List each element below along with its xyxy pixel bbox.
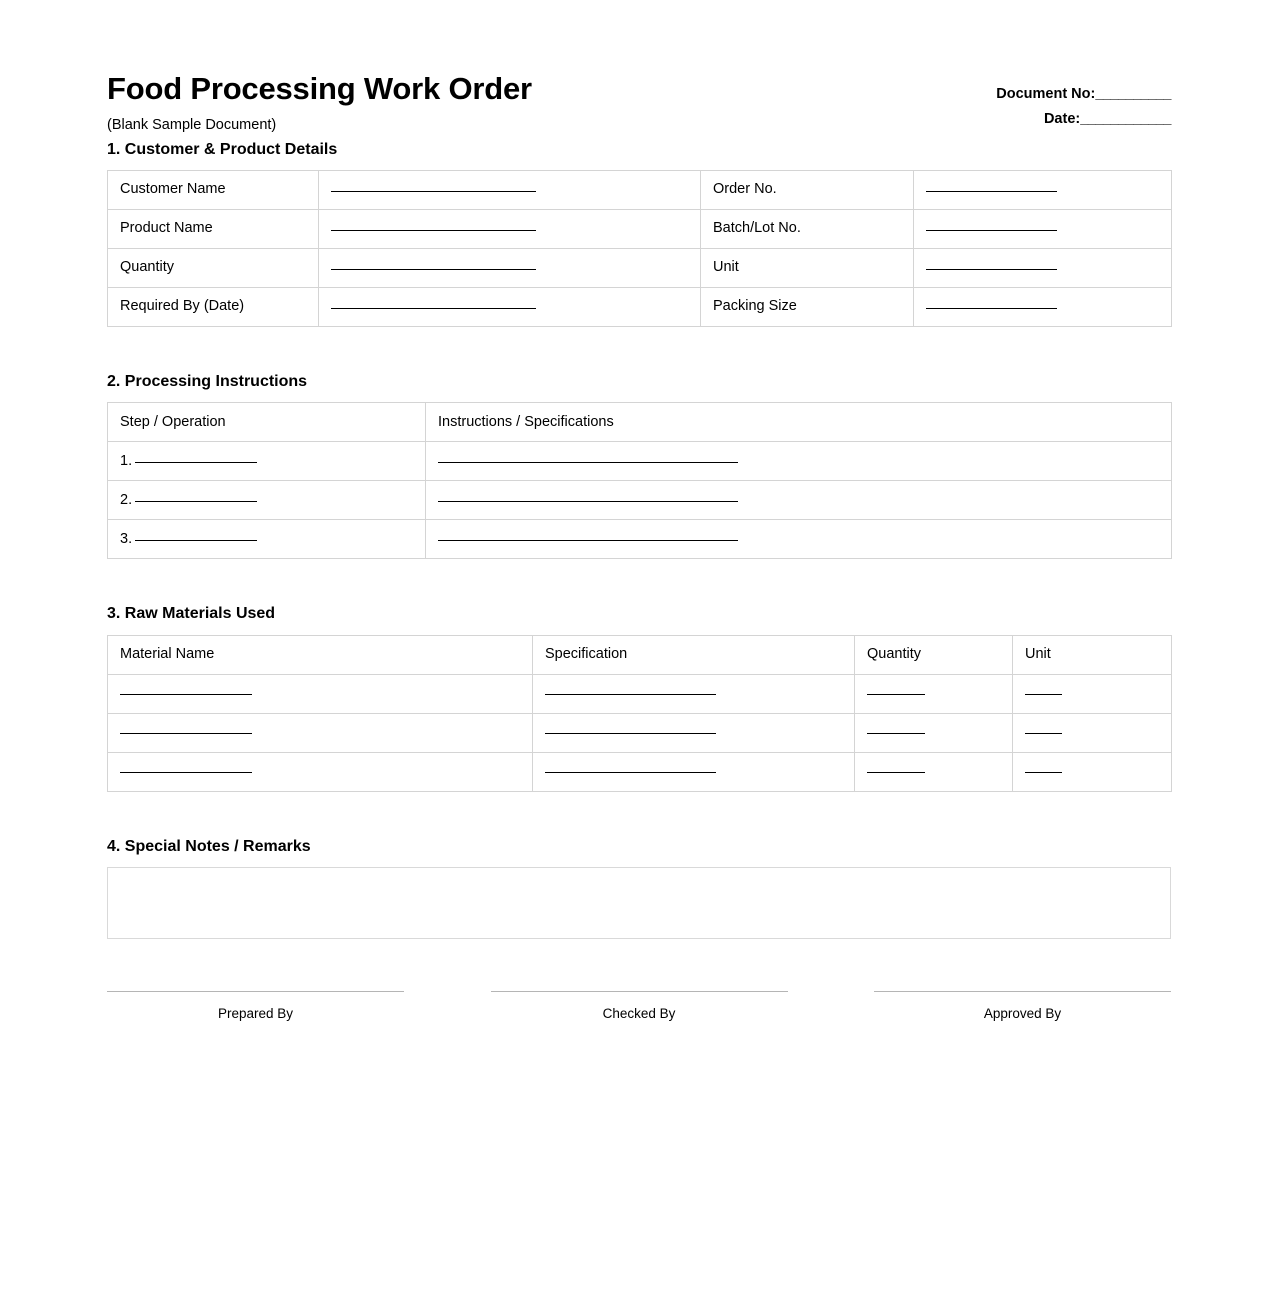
blank-line <box>926 179 1057 192</box>
step-number: 1. <box>120 453 133 470</box>
field-input-specification-2[interactable] <box>533 713 855 752</box>
special-notes-textarea[interactable] <box>107 867 1171 939</box>
blank-line <box>120 682 252 695</box>
field-input-unit[interactable] <box>914 249 1172 288</box>
blank-line <box>1025 760 1062 773</box>
field-input-material-name-1[interactable] <box>108 674 533 713</box>
processing-instructions-table <box>107 402 1172 559</box>
field-input-order-no[interactable] <box>914 171 1172 210</box>
field-label-quantity: Quantity <box>108 249 319 288</box>
document-meta <box>996 82 1171 132</box>
blank-line <box>926 257 1057 270</box>
blank-line <box>438 489 738 502</box>
column-header-instructions-specifications: Instructions / Specifications <box>426 403 1172 442</box>
blank-line <box>438 528 738 541</box>
field-input-step-3[interactable] <box>108 520 426 559</box>
field-input-material-name-2[interactable] <box>108 713 533 752</box>
signature-label-checked-by: Checked By <box>602 1005 676 1021</box>
blank-line <box>1025 682 1062 695</box>
field-input-product-name[interactable] <box>319 210 701 249</box>
document-no-line <box>996 82 1171 107</box>
blank-line <box>545 760 716 773</box>
blank-line <box>135 528 257 541</box>
blank-line <box>867 760 925 773</box>
column-header-unit: Unit <box>1013 635 1172 674</box>
section2-heading: 2. Processing Instructions <box>107 373 308 391</box>
column-header-step-operation: Step / Operation <box>108 403 426 442</box>
document-no-label: Document No: <box>996 86 1096 102</box>
document-header <box>107 0 1171 133</box>
field-input-step-1[interactable] <box>108 442 426 481</box>
blank-line <box>120 760 252 773</box>
field-input-unit-1[interactable] <box>1013 674 1172 713</box>
blank-line <box>331 179 536 192</box>
field-input-instruction-3[interactable] <box>426 520 1172 559</box>
section-customer-product-details <box>107 140 1171 327</box>
table-header-row <box>108 403 1172 442</box>
field-label-packing-size: Packing Size <box>701 288 914 327</box>
field-input-required-by-date[interactable] <box>319 288 701 327</box>
section3-heading: 3. Raw Materials Used <box>107 605 276 623</box>
field-label-order-no: Order No. <box>701 171 914 210</box>
table-row <box>108 210 1172 249</box>
blank-line <box>331 296 536 309</box>
column-header-material-name: Material Name <box>108 635 533 674</box>
field-input-customer-name[interactable] <box>319 171 701 210</box>
step-number: 2. <box>120 492 133 509</box>
blank-line <box>926 218 1057 231</box>
page-title: Food Processing Work Order <box>107 71 532 106</box>
table-row <box>108 171 1172 210</box>
date-line <box>996 107 1171 132</box>
blank-line <box>135 450 257 463</box>
blank-line <box>1025 721 1062 734</box>
blank-line <box>926 296 1057 309</box>
blank-line <box>545 682 716 695</box>
field-label-product-name: Product Name <box>108 210 319 249</box>
field-input-unit-3[interactable] <box>1013 752 1172 791</box>
column-header-specification: Specification <box>533 635 855 674</box>
raw-materials-table <box>107 635 1172 792</box>
field-input-instruction-1[interactable] <box>426 442 1172 481</box>
blank-line <box>331 257 536 270</box>
customer-product-table <box>107 170 1172 327</box>
field-input-step-2[interactable] <box>108 481 426 520</box>
table-row <box>108 752 1172 791</box>
blank-line <box>331 218 536 231</box>
table-row <box>108 288 1172 327</box>
field-label-batch-lot-no: Batch/Lot No. <box>701 210 914 249</box>
section-raw-materials-used <box>107 604 1171 791</box>
field-input-quantity-1[interactable] <box>855 674 1013 713</box>
table-row <box>108 713 1172 752</box>
section-processing-instructions <box>107 372 1171 559</box>
signature-block-prepared-by <box>107 991 404 1022</box>
blank-line <box>867 682 925 695</box>
field-input-specification-3[interactable] <box>533 752 855 791</box>
field-input-material-name-3[interactable] <box>108 752 533 791</box>
field-input-instruction-2[interactable] <box>426 481 1172 520</box>
table-header-row <box>108 635 1172 674</box>
section4-heading: 4. Special Notes / Remarks <box>107 837 311 855</box>
field-input-unit-2[interactable] <box>1013 713 1172 752</box>
signature-label-prepared-by: Prepared By <box>217 1005 294 1021</box>
table-row <box>108 674 1172 713</box>
signature-label-approved-by: Approved By <box>983 1005 1062 1021</box>
signature-block-approved-by <box>874 991 1171 1022</box>
field-input-batch-lot-no[interactable] <box>914 210 1172 249</box>
field-label-unit: Unit <box>701 249 914 288</box>
field-input-specification-1[interactable] <box>533 674 855 713</box>
signature-row <box>107 991 1171 1022</box>
signature-line[interactable] <box>491 991 788 993</box>
section1-heading: 1. Customer & Product Details <box>107 141 338 158</box>
field-input-quantity[interactable] <box>319 249 701 288</box>
signature-line[interactable] <box>874 991 1171 993</box>
field-input-packing-size[interactable] <box>914 288 1172 327</box>
field-input-quantity-3[interactable] <box>855 752 1013 791</box>
field-label-customer-name: Customer Name <box>108 171 319 210</box>
field-input-quantity-2[interactable] <box>855 713 1013 752</box>
table-row <box>108 442 1172 481</box>
blank-line <box>438 450 738 463</box>
blank-line <box>867 721 925 734</box>
table-row <box>108 520 1172 559</box>
page-subtitle: (Blank Sample Document) <box>107 116 277 133</box>
date-label: Date: <box>1043 110 1081 127</box>
date-blank[interactable]: ____________ <box>1080 110 1171 127</box>
section-special-notes-remarks <box>107 837 1171 939</box>
blank-line <box>135 489 257 502</box>
signature-line[interactable] <box>107 991 404 993</box>
signature-block-checked-by <box>491 991 788 1022</box>
field-label-required-by-date: Required By (Date) <box>108 288 319 327</box>
step-number: 3. <box>120 531 133 548</box>
table-row <box>108 249 1172 288</box>
column-header-quantity: Quantity <box>855 635 1013 674</box>
table-row <box>108 481 1172 520</box>
blank-line <box>120 721 252 734</box>
document-no-blank[interactable]: __________ <box>1095 86 1171 102</box>
blank-line <box>545 721 716 734</box>
